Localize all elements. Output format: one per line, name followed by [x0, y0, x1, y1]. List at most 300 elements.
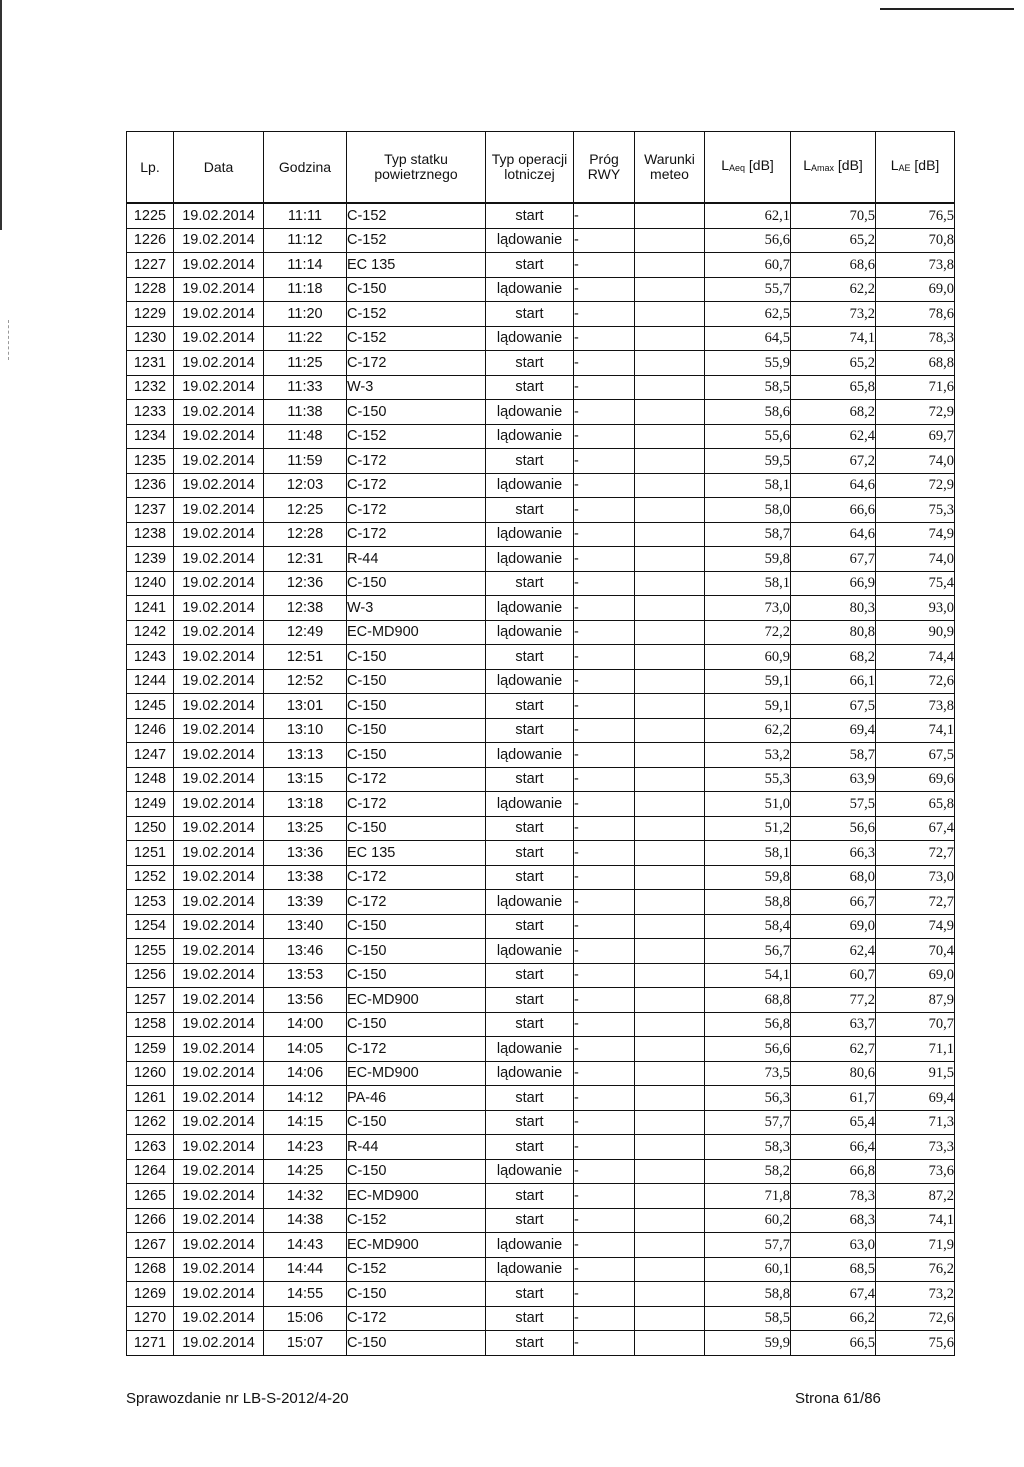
- cell-aircraft-type: C-150: [347, 1331, 486, 1356]
- cell-lae: 72,6: [876, 669, 955, 694]
- cell-laeq: 59,9: [705, 1331, 791, 1356]
- cell-meteo: [635, 473, 705, 498]
- cell-operation-type: lądowanie: [486, 473, 574, 498]
- cell-lae: 73,0: [876, 865, 955, 890]
- cell-date: 19.02.2014: [174, 1159, 264, 1184]
- cell-time: 13:39: [264, 890, 347, 915]
- cell-lae: 72,9: [876, 400, 955, 425]
- cell-laeq: 56,6: [705, 1037, 791, 1062]
- cell-lae: 72,7: [876, 841, 955, 866]
- cell-time: 14:43: [264, 1233, 347, 1258]
- cell-lae: 76,5: [876, 203, 955, 228]
- cell-runway-threshold: -: [574, 571, 635, 596]
- cell-lae: 78,3: [876, 326, 955, 351]
- cell-lamax: 61,7: [791, 1086, 876, 1111]
- cell-date: 19.02.2014: [174, 1306, 264, 1331]
- table-row: [127, 449, 955, 474]
- table-row: [127, 1159, 955, 1184]
- cell-lp: 1253: [127, 890, 174, 915]
- cell-aircraft-type: C-152: [347, 424, 486, 449]
- cell-date: 19.02.2014: [174, 1257, 264, 1282]
- table-row: [127, 1208, 955, 1233]
- cell-lp: 1230: [127, 326, 174, 351]
- table-row: [127, 865, 955, 890]
- cell-lp: 1248: [127, 767, 174, 792]
- cell-laeq: 58,6: [705, 400, 791, 425]
- table-row: [127, 571, 955, 596]
- cell-laeq: 62,5: [705, 302, 791, 327]
- cell-lae: 74,9: [876, 914, 955, 939]
- cell-laeq: 58,8: [705, 890, 791, 915]
- cell-operation-type: start: [486, 498, 574, 523]
- cell-runway-threshold: -: [574, 1110, 635, 1135]
- cell-laeq: 62,2: [705, 718, 791, 743]
- cell-time: 12:25: [264, 498, 347, 523]
- cell-lae: 69,0: [876, 277, 955, 302]
- cell-laeq: 62,1: [705, 203, 791, 228]
- cell-lp: 1258: [127, 1012, 174, 1037]
- cell-date: 19.02.2014: [174, 914, 264, 939]
- cell-operation-type: lądowanie: [486, 522, 574, 547]
- cell-laeq: 58,7: [705, 522, 791, 547]
- cell-date: 19.02.2014: [174, 1135, 264, 1160]
- header-data: Data: [174, 132, 264, 204]
- cell-laeq: 57,7: [705, 1233, 791, 1258]
- cell-lamax: 62,2: [791, 277, 876, 302]
- cell-lamax: 62,7: [791, 1037, 876, 1062]
- cell-date: 19.02.2014: [174, 841, 264, 866]
- cell-laeq: 68,8: [705, 988, 791, 1013]
- cell-lae: 67,4: [876, 816, 955, 841]
- cell-laeq: 56,3: [705, 1086, 791, 1111]
- table-row: [127, 1061, 955, 1086]
- cell-meteo: [635, 620, 705, 645]
- cell-time: 14:06: [264, 1061, 347, 1086]
- cell-runway-threshold: -: [574, 1086, 635, 1111]
- cell-lae: 73,2: [876, 1282, 955, 1307]
- cell-lp: 1269: [127, 1282, 174, 1307]
- cell-aircraft-type: C-172: [347, 498, 486, 523]
- cell-aircraft-type: C-150: [347, 571, 486, 596]
- cell-runway-threshold: -: [574, 424, 635, 449]
- cell-date: 19.02.2014: [174, 1037, 264, 1062]
- cell-laeq: 51,0: [705, 792, 791, 817]
- cell-laeq: 72,2: [705, 620, 791, 645]
- cell-runway-threshold: -: [574, 498, 635, 523]
- cell-time: 12:36: [264, 571, 347, 596]
- cell-laeq: 57,7: [705, 1110, 791, 1135]
- cell-date: 19.02.2014: [174, 326, 264, 351]
- cell-operation-type: start: [486, 1282, 574, 1307]
- cell-aircraft-type: C-152: [347, 203, 486, 228]
- cell-lp: 1257: [127, 988, 174, 1013]
- cell-lamax: 68,3: [791, 1208, 876, 1233]
- cell-lp: 1267: [127, 1233, 174, 1258]
- cell-date: 19.02.2014: [174, 767, 264, 792]
- cell-meteo: [635, 767, 705, 792]
- cell-lae: 72,9: [876, 473, 955, 498]
- cell-lae: 72,7: [876, 890, 955, 915]
- cell-lamax: 65,2: [791, 228, 876, 253]
- table-row: [127, 375, 955, 400]
- cell-aircraft-type: EC-MD900: [347, 1233, 486, 1258]
- table-row: [127, 890, 955, 915]
- cell-lp: 1239: [127, 547, 174, 572]
- cell-lae: 93,0: [876, 596, 955, 621]
- cell-lamax: 64,6: [791, 522, 876, 547]
- cell-lae: 70,4: [876, 939, 955, 964]
- table-row: [127, 792, 955, 817]
- cell-laeq: 56,7: [705, 939, 791, 964]
- cell-time: 14:55: [264, 1282, 347, 1307]
- table-row: [127, 645, 955, 670]
- cell-runway-threshold: -: [574, 743, 635, 768]
- cell-lamax: 66,6: [791, 498, 876, 523]
- cell-lamax: 65,2: [791, 351, 876, 376]
- cell-lae: 75,6: [876, 1331, 955, 1356]
- cell-meteo: [635, 816, 705, 841]
- table-row: [127, 424, 955, 449]
- cell-date: 19.02.2014: [174, 890, 264, 915]
- table-row: [127, 1135, 955, 1160]
- cell-lamax: 78,3: [791, 1184, 876, 1209]
- cell-date: 19.02.2014: [174, 277, 264, 302]
- cell-meteo: [635, 547, 705, 572]
- cell-meteo: [635, 988, 705, 1013]
- cell-laeq: 58,5: [705, 375, 791, 400]
- cell-laeq: 58,0: [705, 498, 791, 523]
- cell-laeq: 58,4: [705, 914, 791, 939]
- cell-meteo: [635, 865, 705, 890]
- cell-meteo: [635, 522, 705, 547]
- left-edge-mark: [8, 320, 9, 360]
- cell-aircraft-type: C-150: [347, 963, 486, 988]
- cell-lamax: 62,4: [791, 424, 876, 449]
- cell-meteo: [635, 375, 705, 400]
- cell-lp: 1242: [127, 620, 174, 645]
- cell-lamax: 57,5: [791, 792, 876, 817]
- cell-meteo: [635, 718, 705, 743]
- cell-runway-threshold: -: [574, 449, 635, 474]
- cell-lp: 1259: [127, 1037, 174, 1062]
- cell-meteo: [635, 277, 705, 302]
- cell-date: 19.02.2014: [174, 449, 264, 474]
- cell-meteo: [635, 228, 705, 253]
- header-lp: Lp.: [127, 132, 174, 204]
- cell-lamax: 80,8: [791, 620, 876, 645]
- cell-lae: 74,0: [876, 449, 955, 474]
- cell-operation-type: lądowanie: [486, 277, 574, 302]
- cell-lamax: 66,4: [791, 1135, 876, 1160]
- cell-operation-type: start: [486, 449, 574, 474]
- cell-operation-type: start: [486, 1110, 574, 1135]
- cell-runway-threshold: -: [574, 400, 635, 425]
- cell-date: 19.02.2014: [174, 424, 264, 449]
- cell-lae: 69,0: [876, 963, 955, 988]
- cell-runway-threshold: -: [574, 694, 635, 719]
- cell-date: 19.02.2014: [174, 792, 264, 817]
- cell-operation-type: start: [486, 1184, 574, 1209]
- cell-laeq: 58,1: [705, 841, 791, 866]
- cell-time: 13:36: [264, 841, 347, 866]
- cell-laeq: 55,6: [705, 424, 791, 449]
- cell-date: 19.02.2014: [174, 351, 264, 376]
- cell-laeq: 73,0: [705, 596, 791, 621]
- cell-lp: 1238: [127, 522, 174, 547]
- cell-operation-type: lądowanie: [486, 792, 574, 817]
- cell-runway-threshold: -: [574, 302, 635, 327]
- cell-operation-type: start: [486, 718, 574, 743]
- cell-runway-threshold: -: [574, 914, 635, 939]
- cell-lamax: 68,0: [791, 865, 876, 890]
- cell-meteo: [635, 400, 705, 425]
- cell-lp: 1234: [127, 424, 174, 449]
- cell-lp: 1252: [127, 865, 174, 890]
- cell-meteo: [635, 203, 705, 228]
- cell-operation-type: lądowanie: [486, 424, 574, 449]
- cell-time: 13:46: [264, 939, 347, 964]
- cell-operation-type: lądowanie: [486, 669, 574, 694]
- table-row: [127, 473, 955, 498]
- cell-lamax: 66,2: [791, 1306, 876, 1331]
- cell-lp: 1227: [127, 253, 174, 278]
- cell-time: 11:25: [264, 351, 347, 376]
- cell-operation-type: start: [486, 1208, 574, 1233]
- cell-lae: 73,3: [876, 1135, 955, 1160]
- cell-time: 12:28: [264, 522, 347, 547]
- cell-aircraft-type: C-152: [347, 326, 486, 351]
- cell-time: 11:22: [264, 326, 347, 351]
- cell-operation-type: start: [486, 914, 574, 939]
- table-row: [127, 841, 955, 866]
- cell-lp: 1263: [127, 1135, 174, 1160]
- cell-meteo: [635, 914, 705, 939]
- cell-laeq: 55,7: [705, 277, 791, 302]
- cell-lae: 70,8: [876, 228, 955, 253]
- cell-date: 19.02.2014: [174, 1208, 264, 1233]
- cell-aircraft-type: C-172: [347, 1037, 486, 1062]
- cell-time: 14:44: [264, 1257, 347, 1282]
- left-edge-rule: [0, 0, 2, 230]
- cell-lamax: 56,6: [791, 816, 876, 841]
- table-row: [127, 1282, 955, 1307]
- cell-time: 12:31: [264, 547, 347, 572]
- cell-date: 19.02.2014: [174, 596, 264, 621]
- cell-aircraft-type: C-172: [347, 449, 486, 474]
- cell-laeq: 55,3: [705, 767, 791, 792]
- cell-laeq: 59,8: [705, 865, 791, 890]
- cell-lamax: 66,3: [791, 841, 876, 866]
- cell-lp: 1249: [127, 792, 174, 817]
- cell-lae: 78,6: [876, 302, 955, 327]
- cell-operation-type: start: [486, 1306, 574, 1331]
- cell-time: 14:23: [264, 1135, 347, 1160]
- cell-operation-type: start: [486, 841, 574, 866]
- table-row: [127, 1086, 955, 1111]
- cell-date: 19.02.2014: [174, 1184, 264, 1209]
- cell-time: 11:33: [264, 375, 347, 400]
- cell-lae: 90,9: [876, 620, 955, 645]
- cell-date: 19.02.2014: [174, 963, 264, 988]
- cell-operation-type: start: [486, 694, 574, 719]
- cell-laeq: 51,2: [705, 816, 791, 841]
- cell-time: 11:12: [264, 228, 347, 253]
- cell-runway-threshold: -: [574, 841, 635, 866]
- cell-aircraft-type: C-152: [347, 1208, 486, 1233]
- cell-lamax: 70,5: [791, 203, 876, 228]
- cell-aircraft-type: C-150: [347, 743, 486, 768]
- cell-date: 19.02.2014: [174, 1110, 264, 1135]
- table-row: [127, 253, 955, 278]
- cell-lp: 1237: [127, 498, 174, 523]
- cell-meteo: [635, 571, 705, 596]
- cell-lamax: 66,5: [791, 1331, 876, 1356]
- cell-lamax: 64,6: [791, 473, 876, 498]
- cell-operation-type: lądowanie: [486, 1233, 574, 1258]
- cell-operation-type: start: [486, 1012, 574, 1037]
- cell-meteo: [635, 253, 705, 278]
- cell-lp: 1270: [127, 1306, 174, 1331]
- table-row: [127, 620, 955, 645]
- cell-lae: 74,1: [876, 1208, 955, 1233]
- cell-aircraft-type: C-172: [347, 865, 486, 890]
- cell-lp: 1264: [127, 1159, 174, 1184]
- table-row: [127, 1306, 955, 1331]
- cell-lp: 1229: [127, 302, 174, 327]
- cell-operation-type: lądowanie: [486, 1061, 574, 1086]
- cell-time: 15:06: [264, 1306, 347, 1331]
- cell-lp: 1225: [127, 203, 174, 228]
- cell-date: 19.02.2014: [174, 718, 264, 743]
- cell-time: 11:18: [264, 277, 347, 302]
- header-lae: $L_{AE}$ [dB]: [876, 132, 955, 204]
- cell-laeq: 53,2: [705, 743, 791, 768]
- cell-date: 19.02.2014: [174, 620, 264, 645]
- cell-lae: 91,5: [876, 1061, 955, 1086]
- cell-laeq: 56,6: [705, 228, 791, 253]
- cell-runway-threshold: -: [574, 375, 635, 400]
- cell-aircraft-type: C-152: [347, 228, 486, 253]
- cell-operation-type: lądowanie: [486, 326, 574, 351]
- cell-meteo: [635, 963, 705, 988]
- cell-laeq: 59,1: [705, 669, 791, 694]
- cell-date: 19.02.2014: [174, 302, 264, 327]
- table-header-row: [127, 132, 955, 204]
- cell-meteo: [635, 1086, 705, 1111]
- cell-lamax: 63,9: [791, 767, 876, 792]
- cell-time: 11:11: [264, 203, 347, 228]
- cell-lamax: 65,8: [791, 375, 876, 400]
- cell-lae: 74,4: [876, 645, 955, 670]
- cell-runway-threshold: -: [574, 596, 635, 621]
- cell-meteo: [635, 596, 705, 621]
- cell-date: 19.02.2014: [174, 547, 264, 572]
- cell-time: 12:38: [264, 596, 347, 621]
- cell-lp: 1247: [127, 743, 174, 768]
- cell-lamax: 60,7: [791, 963, 876, 988]
- cell-operation-type: lądowanie: [486, 743, 574, 768]
- cell-operation-type: start: [486, 571, 574, 596]
- cell-runway-threshold: -: [574, 473, 635, 498]
- cell-runway-threshold: -: [574, 351, 635, 376]
- cell-meteo: [635, 841, 705, 866]
- cell-aircraft-type: C-150: [347, 1012, 486, 1037]
- cell-lamax: 67,2: [791, 449, 876, 474]
- cell-operation-type: start: [486, 375, 574, 400]
- cell-runway-threshold: -: [574, 939, 635, 964]
- cell-meteo: [635, 302, 705, 327]
- cell-runway-threshold: -: [574, 1135, 635, 1160]
- cell-operation-type: lądowanie: [486, 1037, 574, 1062]
- cell-runway-threshold: -: [574, 1282, 635, 1307]
- cell-lp: 1226: [127, 228, 174, 253]
- cell-lae: 69,7: [876, 424, 955, 449]
- cell-time: 13:01: [264, 694, 347, 719]
- cell-lae: 87,2: [876, 1184, 955, 1209]
- table-row: [127, 718, 955, 743]
- cell-operation-type: start: [486, 253, 574, 278]
- cell-aircraft-type: C-152: [347, 302, 486, 327]
- cell-time: 13:40: [264, 914, 347, 939]
- cell-date: 19.02.2014: [174, 498, 264, 523]
- cell-time: 12:03: [264, 473, 347, 498]
- table-row: [127, 669, 955, 694]
- table-row: [127, 963, 955, 988]
- cell-laeq: 55,9: [705, 351, 791, 376]
- cell-time: 11:20: [264, 302, 347, 327]
- cell-date: 19.02.2014: [174, 1282, 264, 1307]
- cell-lamax: 69,0: [791, 914, 876, 939]
- cell-lp: 1240: [127, 571, 174, 596]
- cell-runway-threshold: -: [574, 203, 635, 228]
- cell-lp: 1243: [127, 645, 174, 670]
- table-row: [127, 1110, 955, 1135]
- cell-runway-threshold: -: [574, 645, 635, 670]
- cell-laeq: 71,8: [705, 1184, 791, 1209]
- cell-runway-threshold: -: [574, 228, 635, 253]
- cell-date: 19.02.2014: [174, 1331, 264, 1356]
- cell-lp: 1235: [127, 449, 174, 474]
- table-row: [127, 1233, 955, 1258]
- cell-runway-threshold: -: [574, 1208, 635, 1233]
- cell-laeq: 56,8: [705, 1012, 791, 1037]
- header-typ-operacji: Typ operacji lotniczej: [486, 132, 574, 204]
- cell-meteo: [635, 1012, 705, 1037]
- cell-meteo: [635, 1184, 705, 1209]
- cell-operation-type: lądowanie: [486, 1159, 574, 1184]
- cell-runway-threshold: -: [574, 326, 635, 351]
- cell-lp: 1262: [127, 1110, 174, 1135]
- cell-lamax: 68,2: [791, 645, 876, 670]
- cell-aircraft-type: C-152: [347, 1257, 486, 1282]
- cell-lae: 68,8: [876, 351, 955, 376]
- cell-lae: 71,9: [876, 1233, 955, 1258]
- cell-aircraft-type: EC-MD900: [347, 988, 486, 1013]
- header-warunki-meteo: Warunki meteo: [635, 132, 705, 204]
- table-row: [127, 547, 955, 572]
- cell-time: 13:38: [264, 865, 347, 890]
- cell-lp: 1254: [127, 914, 174, 939]
- cell-lae: 65,8: [876, 792, 955, 817]
- cell-lae: 72,6: [876, 1306, 955, 1331]
- table-row: [127, 816, 955, 841]
- cell-time: 15:07: [264, 1331, 347, 1356]
- cell-date: 19.02.2014: [174, 816, 264, 841]
- cell-lae: 71,6: [876, 375, 955, 400]
- cell-meteo: [635, 890, 705, 915]
- cell-aircraft-type: W-3: [347, 596, 486, 621]
- cell-aircraft-type: EC 135: [347, 253, 486, 278]
